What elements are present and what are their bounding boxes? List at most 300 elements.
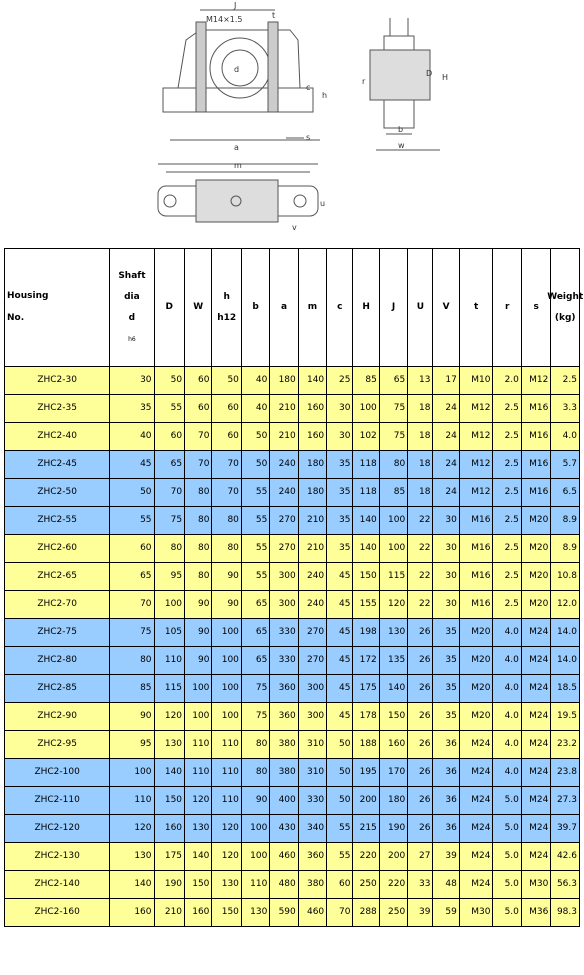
table-cell: 380 — [270, 759, 298, 787]
table-cell: 110 — [212, 731, 241, 759]
table-cell: 5.0 — [493, 871, 521, 899]
table-cell: 2.5 — [493, 479, 521, 507]
label-b: b — [398, 125, 404, 134]
col-t: t — [459, 249, 493, 367]
col-a: a — [270, 249, 298, 367]
table-cell: 95 — [110, 731, 154, 759]
table-cell: 70 — [327, 899, 353, 927]
table-cell: 55 — [154, 395, 185, 423]
housing-no-cell: ZHC2-60 — [5, 535, 110, 563]
table-cell: 460 — [298, 899, 326, 927]
col-r: r — [493, 249, 521, 367]
table-cell: 215 — [353, 815, 379, 843]
table-cell: M12 — [459, 423, 493, 451]
table-row — [5, 451, 580, 479]
table-cell: 26 — [408, 647, 433, 675]
table-cell: 30 — [327, 423, 353, 451]
table-cell: 35 — [433, 703, 459, 731]
table-cell: 210 — [270, 395, 298, 423]
table-cell: 19.5 — [551, 703, 580, 731]
table-cell: 45 — [327, 619, 353, 647]
table-cell: 100 — [212, 703, 241, 731]
table-row — [5, 675, 580, 703]
table-cell: 200 — [353, 787, 379, 815]
table-cell: 120 — [110, 815, 154, 843]
table-cell: 190 — [379, 815, 407, 843]
table-cell: 360 — [270, 703, 298, 731]
table-cell: 330 — [270, 619, 298, 647]
table-cell: 8.9 — [551, 507, 580, 535]
table-cell: 120 — [185, 787, 212, 815]
table-cell: 24 — [433, 479, 459, 507]
table-cell: 65 — [241, 619, 269, 647]
table-cell: 80 — [185, 479, 212, 507]
table-cell: 55 — [241, 563, 269, 591]
housing-no-cell: ZHC2-130 — [5, 843, 110, 871]
col-m: m — [298, 249, 326, 367]
table-row — [5, 563, 580, 591]
table-cell: M24 — [459, 759, 493, 787]
table-cell: 180 — [298, 479, 326, 507]
table-cell: 310 — [298, 759, 326, 787]
table-cell: 195 — [353, 759, 379, 787]
table-cell: 150 — [154, 787, 185, 815]
housing-no-cell: ZHC2-100 — [5, 759, 110, 787]
housing-no-cell: ZHC2-35 — [5, 395, 110, 423]
table-cell: 210 — [298, 507, 326, 535]
table-cell: 65 — [241, 591, 269, 619]
table-cell: M20 — [521, 535, 550, 563]
table-row — [5, 647, 580, 675]
table-cell: 26 — [408, 787, 433, 815]
table-cell: 26 — [408, 619, 433, 647]
table-cell: 100 — [212, 675, 241, 703]
table-cell: 65 — [110, 563, 154, 591]
table-cell: 110 — [212, 787, 241, 815]
table-cell: 5.0 — [493, 815, 521, 843]
housing-spec-table — [4, 248, 584, 927]
table-cell: 36 — [433, 759, 459, 787]
label-m: m — [234, 161, 242, 170]
table-cell: 210 — [154, 899, 185, 927]
table-cell: M20 — [459, 647, 493, 675]
table-cell: 5.0 — [493, 899, 521, 927]
table-cell: 85 — [379, 479, 407, 507]
table-cell: 198 — [353, 619, 379, 647]
table-cell: M10 — [459, 367, 493, 395]
table-cell: 160 — [154, 815, 185, 843]
table-cell: 90 — [185, 591, 212, 619]
table-row — [5, 899, 580, 927]
table-cell: 50 — [212, 367, 241, 395]
table-cell: 4.0 — [493, 619, 521, 647]
table-cell: 220 — [353, 843, 379, 871]
table-cell: 150 — [185, 871, 212, 899]
table-cell: 60 — [154, 423, 185, 451]
table-cell: 180 — [379, 787, 407, 815]
col-c: c — [327, 249, 353, 367]
table-cell: 130 — [241, 899, 269, 927]
table-cell: M20 — [521, 591, 550, 619]
table-cell: 160 — [110, 899, 154, 927]
table-cell: 240 — [270, 479, 298, 507]
table-cell: 2.5 — [493, 507, 521, 535]
table-cell: 170 — [379, 759, 407, 787]
table-row — [5, 619, 580, 647]
table-cell: 5.0 — [493, 787, 521, 815]
table-cell: 39 — [433, 843, 459, 871]
table-cell: 178 — [353, 703, 379, 731]
table-cell: 30 — [433, 591, 459, 619]
table-cell: 210 — [298, 535, 326, 563]
housing-no-cell: ZHC2-70 — [5, 591, 110, 619]
label-h: h — [322, 91, 328, 100]
table-cell: 80 — [154, 535, 185, 563]
table-cell: 80 — [212, 535, 241, 563]
col-H: H — [353, 249, 379, 367]
table-cell: 60 — [185, 395, 212, 423]
col-b: b — [241, 249, 269, 367]
table-cell: M20 — [459, 619, 493, 647]
table-cell: 35 — [110, 395, 154, 423]
table-cell: 22 — [408, 563, 433, 591]
label-w: w — [398, 141, 405, 150]
table-cell: 27 — [408, 843, 433, 871]
table-cell: M12 — [459, 395, 493, 423]
label-r: r — [362, 77, 366, 86]
table-cell: 70 — [185, 451, 212, 479]
table-cell: 30 — [433, 563, 459, 591]
table-cell: 100 — [110, 759, 154, 787]
table-cell: 24 — [433, 451, 459, 479]
housing-no-cell: ZHC2-50 — [5, 479, 110, 507]
table-cell: 56.3 — [551, 871, 580, 899]
table-cell: M24 — [521, 759, 550, 787]
table-cell: 90 — [110, 703, 154, 731]
table-cell: 8.9 — [551, 535, 580, 563]
table-cell: 140 — [298, 367, 326, 395]
table-cell: 175 — [353, 675, 379, 703]
table-cell: 140 — [185, 843, 212, 871]
table-cell: 140 — [353, 507, 379, 535]
table-cell: 4.0 — [493, 759, 521, 787]
table-cell: 330 — [270, 647, 298, 675]
table-cell: 160 — [298, 423, 326, 451]
table-cell: M24 — [521, 703, 550, 731]
table-cell: 150 — [212, 899, 241, 927]
table-cell: 45 — [110, 451, 154, 479]
table-cell: M16 — [521, 451, 550, 479]
table-cell: 100 — [241, 843, 269, 871]
table-cell: 55 — [327, 815, 353, 843]
table-row — [5, 535, 580, 563]
table-cell: 430 — [270, 815, 298, 843]
table-cell: 26 — [408, 759, 433, 787]
table-cell: 55 — [110, 507, 154, 535]
table-cell: 240 — [270, 451, 298, 479]
table-cell: 270 — [270, 507, 298, 535]
table-cell: 85 — [110, 675, 154, 703]
table-cell: 2.5 — [493, 563, 521, 591]
table-cell: M16 — [459, 591, 493, 619]
table-row — [5, 395, 580, 423]
table-cell: 55 — [241, 479, 269, 507]
table-cell: 70 — [212, 451, 241, 479]
table-cell: 250 — [379, 899, 407, 927]
technical-drawing — [0, 0, 584, 245]
col-V: V — [433, 249, 459, 367]
table-cell: 27.3 — [551, 787, 580, 815]
table-cell: 110 — [212, 759, 241, 787]
table-cell: M30 — [521, 871, 550, 899]
table-cell: 110 — [185, 759, 212, 787]
table-cell: M24 — [521, 815, 550, 843]
table-cell: 210 — [270, 423, 298, 451]
table-cell: 65 — [154, 451, 185, 479]
table-cell: 35 — [327, 535, 353, 563]
table-cell: 100 — [154, 591, 185, 619]
table-row — [5, 871, 580, 899]
table-cell: 80 — [379, 451, 407, 479]
table-cell: 5.7 — [551, 451, 580, 479]
table-cell: 75 — [110, 619, 154, 647]
table-cell: 22 — [408, 507, 433, 535]
table-cell: 80 — [212, 507, 241, 535]
table-cell: 160 — [185, 899, 212, 927]
table-cell: 18 — [408, 451, 433, 479]
table-cell: 2.5 — [493, 395, 521, 423]
table-cell: 36 — [433, 731, 459, 759]
table-cell: 310 — [298, 731, 326, 759]
table-cell: 300 — [298, 703, 326, 731]
table-row — [5, 843, 580, 871]
table-cell: M16 — [521, 479, 550, 507]
table-cell: 35 — [327, 451, 353, 479]
table-cell: 30 — [433, 507, 459, 535]
table-cell: 120 — [154, 703, 185, 731]
table-cell: 60 — [212, 423, 241, 451]
table-cell: 2.0 — [493, 367, 521, 395]
table-cell: 90 — [212, 563, 241, 591]
table-cell: M16 — [521, 423, 550, 451]
table-cell: 70 — [110, 591, 154, 619]
table-cell: 270 — [298, 619, 326, 647]
table-cell: 90 — [185, 619, 212, 647]
housing-no-cell: ZHC2-140 — [5, 871, 110, 899]
table-cell: 2.5 — [493, 423, 521, 451]
table-cell: 160 — [298, 395, 326, 423]
housing-no-cell: ZHC2-55 — [5, 507, 110, 535]
label-m14: M14×1.5 — [206, 15, 243, 24]
table-cell: 48 — [433, 871, 459, 899]
label-u: u — [320, 199, 326, 208]
table-cell: M24 — [459, 731, 493, 759]
table-cell: 140 — [353, 535, 379, 563]
table-cell: 26 — [408, 731, 433, 759]
label-H-dim: H — [442, 73, 449, 82]
label-D-dim: D — [426, 69, 433, 78]
col-U: U — [408, 249, 433, 367]
table-cell: 380 — [270, 731, 298, 759]
table-cell: 55 — [327, 843, 353, 871]
table-header-row — [5, 249, 580, 367]
table-cell: 59 — [433, 899, 459, 927]
table-cell: 40 — [241, 367, 269, 395]
housing-no-cell: ZHC2-40 — [5, 423, 110, 451]
table-cell: 50 — [110, 479, 154, 507]
table-row — [5, 423, 580, 451]
label-s: s — [306, 133, 311, 142]
table-cell: 460 — [270, 843, 298, 871]
table-cell: 24 — [433, 395, 459, 423]
table-cell: 45 — [327, 591, 353, 619]
table-cell: 130 — [212, 871, 241, 899]
table-cell: 90 — [212, 591, 241, 619]
col-weight: Weight (kg) — [551, 249, 580, 367]
label-d: d — [234, 65, 240, 74]
housing-no-cell: ZHC2-120 — [5, 815, 110, 843]
table-cell: 26 — [408, 675, 433, 703]
table-cell: 80 — [110, 647, 154, 675]
table-cell: M24 — [459, 815, 493, 843]
table-cell: 150 — [353, 563, 379, 591]
housing-no-cell: ZHC2-80 — [5, 647, 110, 675]
table-cell: 2.5 — [493, 451, 521, 479]
housing-no-cell: ZHC2-45 — [5, 451, 110, 479]
table-cell: 60 — [185, 367, 212, 395]
table-cell: 36 — [433, 787, 459, 815]
table-cell: 180 — [270, 367, 298, 395]
table-cell: M24 — [459, 843, 493, 871]
table-cell: 80 — [185, 563, 212, 591]
table-cell: 118 — [353, 451, 379, 479]
table-cell: 118 — [353, 479, 379, 507]
label-j: J — [234, 1, 237, 10]
table-cell: 105 — [154, 619, 185, 647]
table-cell: M20 — [521, 563, 550, 591]
table-cell: M16 — [521, 395, 550, 423]
table-cell: 100 — [241, 815, 269, 843]
table-cell: 30 — [433, 535, 459, 563]
table-cell: 270 — [298, 647, 326, 675]
table-cell: 4.0 — [493, 647, 521, 675]
col-s: s — [521, 249, 550, 367]
table-cell: 40 — [241, 395, 269, 423]
table-cell: 160 — [379, 731, 407, 759]
table-cell: M30 — [459, 899, 493, 927]
table-cell: 26 — [408, 815, 433, 843]
table-cell: 50 — [327, 787, 353, 815]
table-cell: 39 — [408, 899, 433, 927]
table-cell: 110 — [185, 731, 212, 759]
table-cell: 100 — [185, 675, 212, 703]
table-cell: 45 — [327, 647, 353, 675]
table-cell: M24 — [521, 843, 550, 871]
table-cell: 13 — [408, 367, 433, 395]
table-cell: 24 — [433, 423, 459, 451]
table-cell: 90 — [185, 647, 212, 675]
table-row — [5, 703, 580, 731]
table-cell: 18 — [408, 395, 433, 423]
table-cell: 80 — [185, 507, 212, 535]
table-cell: 5.0 — [493, 843, 521, 871]
table-cell: 300 — [270, 591, 298, 619]
table-cell: 35 — [327, 479, 353, 507]
table-cell: 115 — [154, 675, 185, 703]
table-cell: 55 — [241, 535, 269, 563]
table-cell: 220 — [379, 871, 407, 899]
table-cell: 100 — [212, 647, 241, 675]
table-cell: 190 — [154, 871, 185, 899]
table-cell: M24 — [521, 675, 550, 703]
col-h: h h12 — [212, 249, 241, 367]
table-cell: 18.5 — [551, 675, 580, 703]
table-cell: 288 — [353, 899, 379, 927]
table-cell: 6.5 — [551, 479, 580, 507]
table-cell: 80 — [241, 731, 269, 759]
table-cell: 380 — [298, 871, 326, 899]
col-J: J — [379, 249, 407, 367]
table-cell: 300 — [270, 563, 298, 591]
label-t: t — [272, 11, 276, 20]
col-shaft: Shaft dia d h6 — [110, 249, 154, 367]
table-cell: 240 — [298, 563, 326, 591]
table-cell: M12 — [459, 451, 493, 479]
table-cell: 4.0 — [493, 703, 521, 731]
table-cell: 360 — [298, 843, 326, 871]
table-cell: 360 — [270, 675, 298, 703]
table-cell: 60 — [110, 535, 154, 563]
table-cell: 35 — [433, 675, 459, 703]
table-cell: 65 — [241, 647, 269, 675]
table-row — [5, 731, 580, 759]
table-cell: 85 — [353, 367, 379, 395]
table-cell: M24 — [521, 647, 550, 675]
table-cell: 33 — [408, 871, 433, 899]
table-cell: M12 — [459, 479, 493, 507]
table-cell: 35 — [327, 507, 353, 535]
table-cell: 130 — [110, 843, 154, 871]
housing-no-cell: ZHC2-65 — [5, 563, 110, 591]
table-cell: 590 — [270, 899, 298, 927]
table-cell: 70 — [154, 479, 185, 507]
table-cell: 23.2 — [551, 731, 580, 759]
table-cell: 172 — [353, 647, 379, 675]
table-cell: 270 — [270, 535, 298, 563]
table-cell: M24 — [521, 619, 550, 647]
table-cell: 180 — [298, 451, 326, 479]
table-cell: 2.5 — [493, 591, 521, 619]
table-row — [5, 367, 580, 395]
table-cell: 70 — [212, 479, 241, 507]
table-cell: 10.8 — [551, 563, 580, 591]
housing-no-cell: ZHC2-30 — [5, 367, 110, 395]
table-cell: 98.3 — [551, 899, 580, 927]
table-cell: M16 — [459, 507, 493, 535]
housing-no-cell: ZHC2-85 — [5, 675, 110, 703]
table-cell: 100 — [212, 619, 241, 647]
col-W: W — [185, 249, 212, 367]
table-cell: 60 — [327, 871, 353, 899]
table-cell: 400 — [270, 787, 298, 815]
table-cell: 340 — [298, 815, 326, 843]
table-cell: M20 — [459, 675, 493, 703]
table-row — [5, 479, 580, 507]
table-cell: 200 — [379, 843, 407, 871]
table-row — [5, 507, 580, 535]
table-cell: 23.8 — [551, 759, 580, 787]
table-cell: 18 — [408, 423, 433, 451]
